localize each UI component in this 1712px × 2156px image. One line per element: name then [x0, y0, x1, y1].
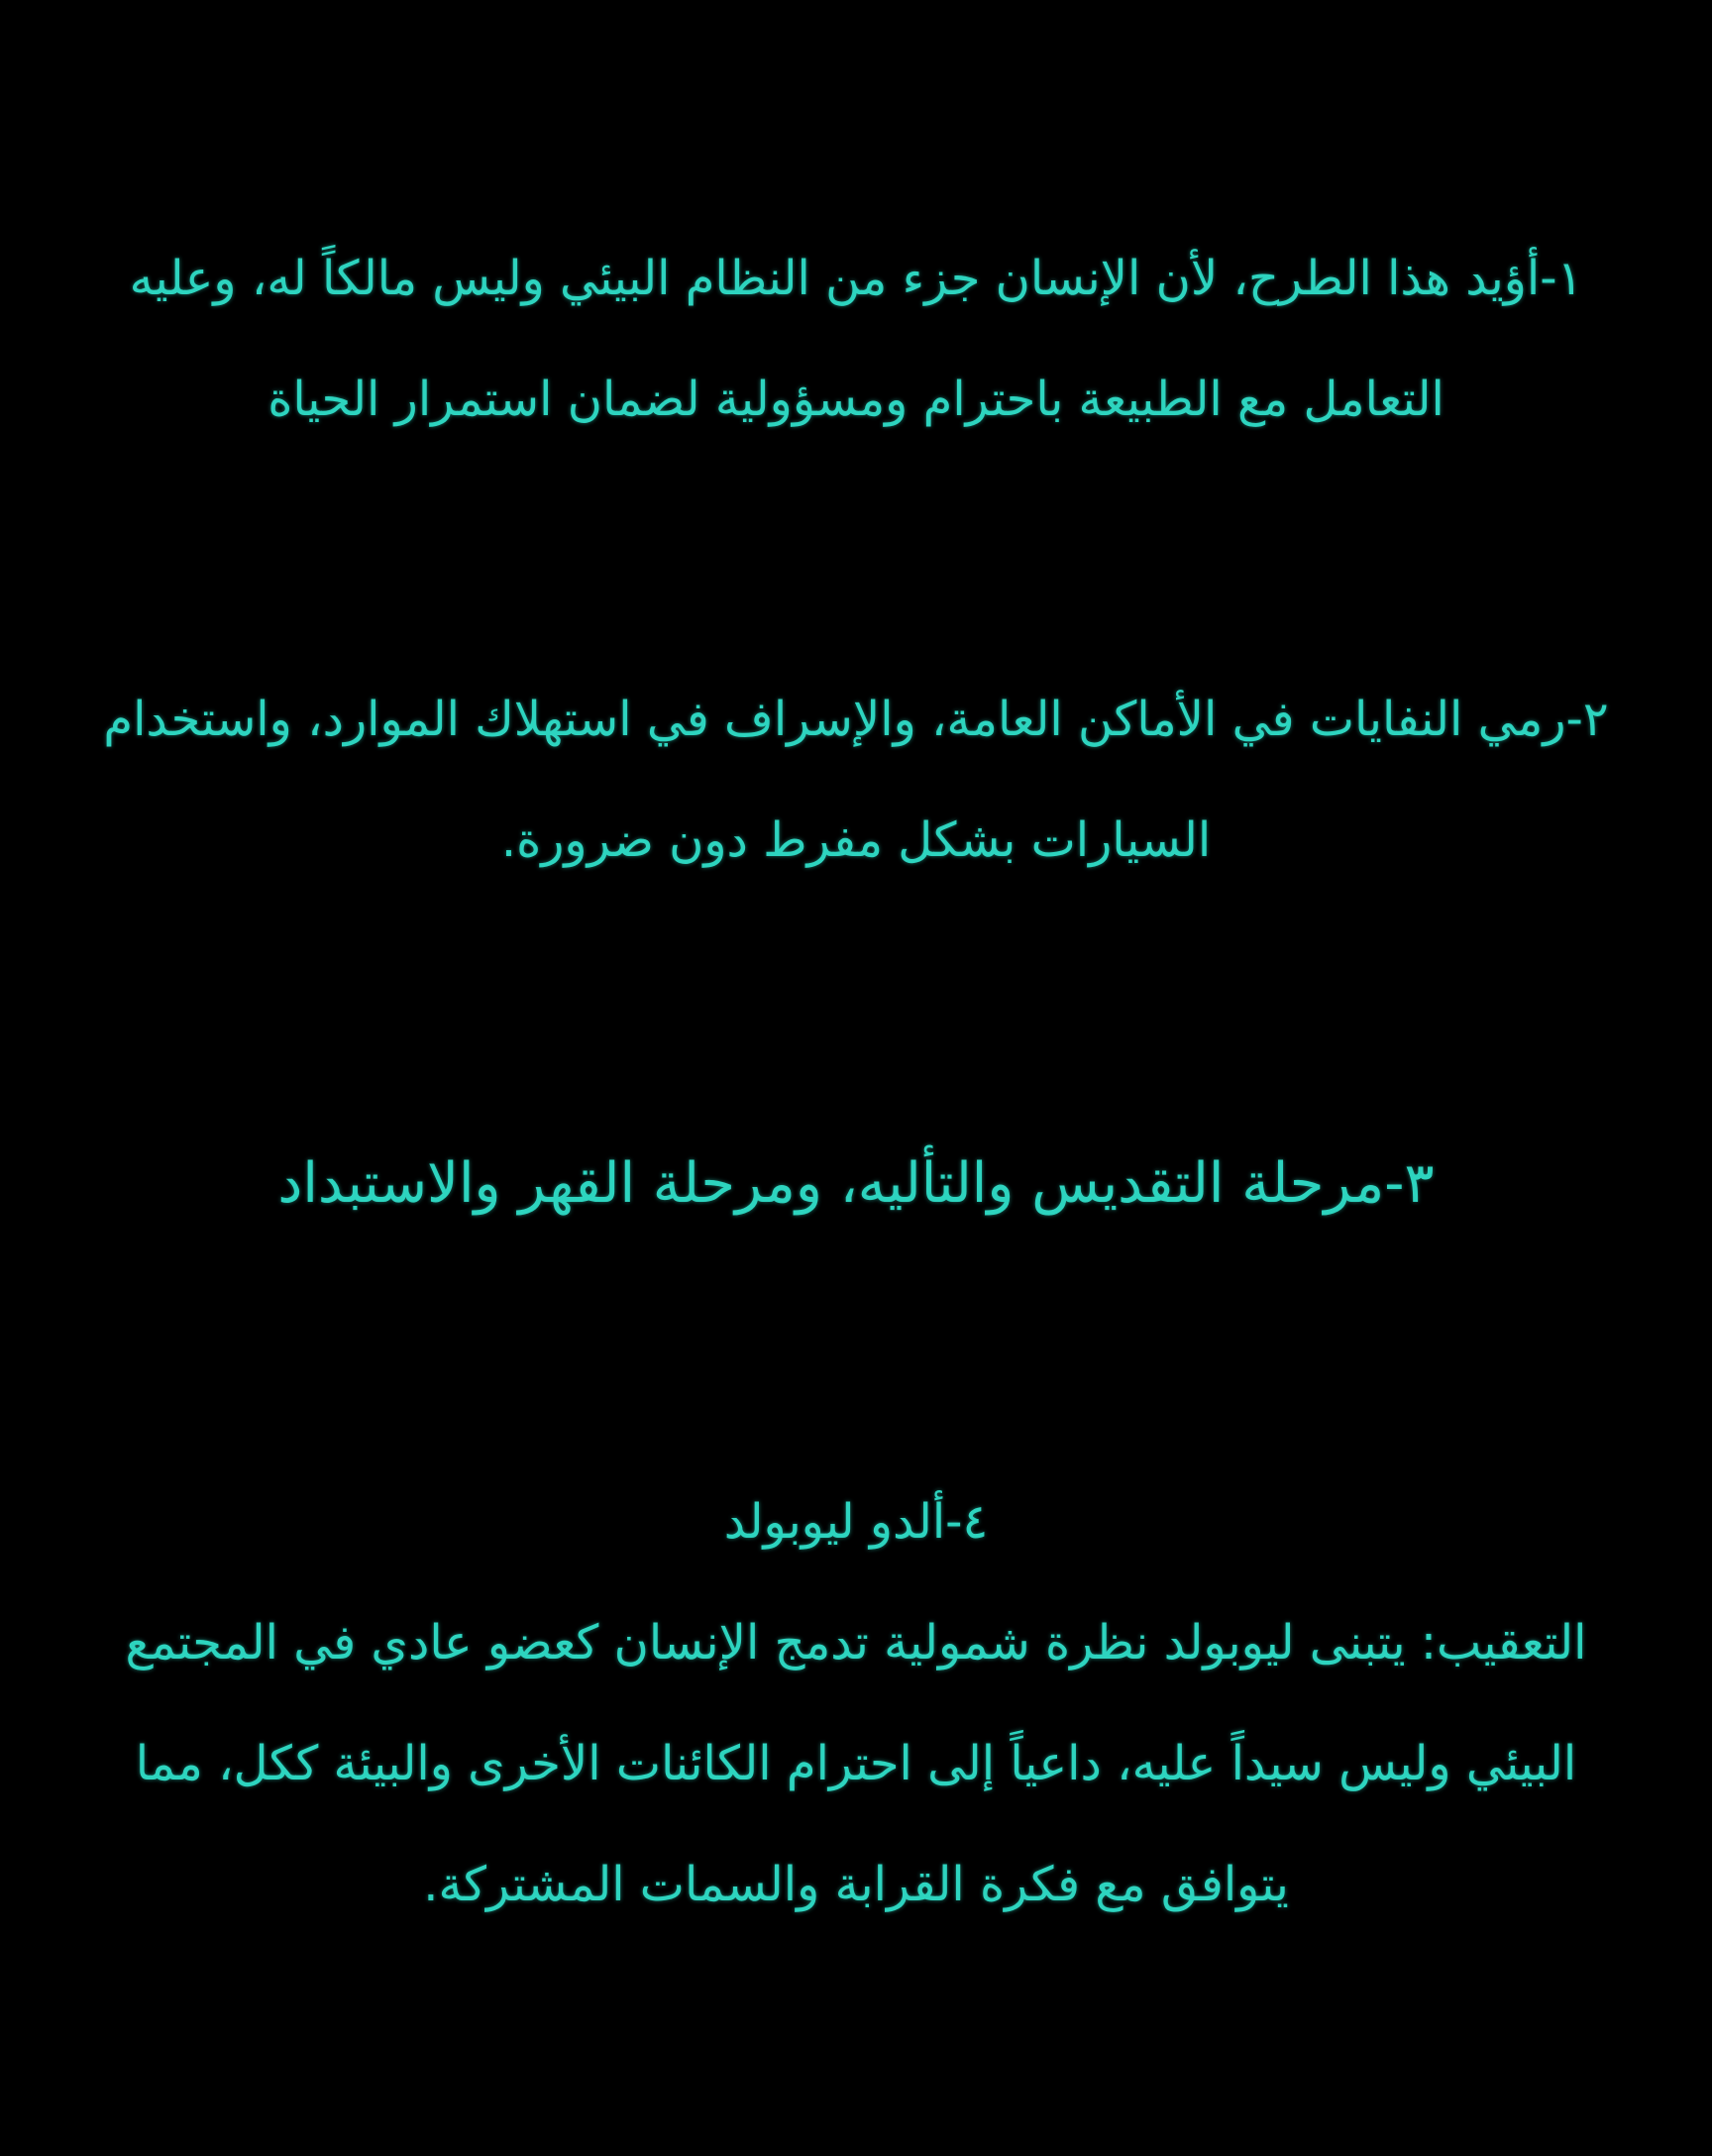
answer-1-line-2: التعامل مع الطبيعة باحترام ومسؤولية لضمان استمرار الحياة: [268, 372, 1444, 427]
answer-1: [40, 218, 1672, 460]
answer-2-line-2: السيارات بشكل مفرط دون ضرورة.: [500, 812, 1212, 868]
answer-4-comment-line-1: التعقيب: يتبنى ليوبولد نظرة شمولية تدمج الإنسان كعضو عادي في المجتمع: [125, 1615, 1587, 1671]
answer-4-comment-line-2: البيئي وليس سيداً عليه، داعياً إلى احترام الكائنات الأخرى والبيئة ككل، مما: [135, 1736, 1577, 1791]
answer-3: [40, 1120, 1672, 1248]
answer-4-comment-line-3: يتوافق مع فكرة القرابة والسمات المشتركة.: [423, 1857, 1289, 1912]
answer-1-line-1: ١-أؤيد هذا الطرح، لأن الإنسان جزء من النظام البيئي وليس مالكاً له، وعليه: [129, 251, 1583, 306]
answer-4: [40, 1461, 1672, 1945]
answer-2-line-1: ٢-رمي النفايات في الأماكن العامة، والإسراف في استهلاك الموارد، واستخدام: [103, 692, 1609, 747]
answer-4-title: ٤-ألدو ليوبولد: [723, 1494, 989, 1550]
answer-3-line-1: ٣-مرحلة التقديس والتأليه، ومرحلة القهر والاستبداد: [277, 1151, 1435, 1216]
answer-2: [40, 659, 1672, 901]
